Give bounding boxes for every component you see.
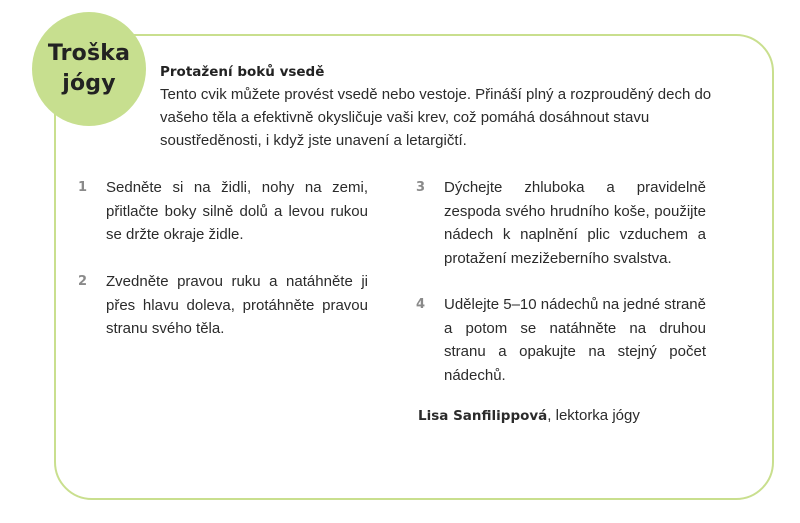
author-signature bbox=[418, 405, 640, 427]
step-number: 2 bbox=[78, 274, 88, 289]
step-text: Dýchejte zhluboka a pravidelně zespoda svého hrudního koše, použijte nádech k naplnění plic vzduchem a protažení mezižeberního svalstva. bbox=[444, 179, 706, 267]
author-role: , lektorka jógy bbox=[547, 407, 640, 424]
intro-text: Tento cvik můžete provést vsedě nebo vestoje. Přináší plný a rozprouděný dech do vašeho těla a efektivně okysličuje vaši krev, což pomáhá dosáhnout stavu soustředěnosti, i když jste unavení a letargičtí. bbox=[160, 86, 712, 149]
step-1 bbox=[78, 176, 368, 247]
step-number: 3 bbox=[416, 180, 426, 195]
step-number: 4 bbox=[416, 297, 426, 312]
exercise-title: Protažení boků vsedě bbox=[160, 64, 325, 80]
step-text: Sedněte si na židli, nohy na zemi, přitlačte boky silně dolů a levou rukou se držte okraje židle. bbox=[106, 179, 368, 243]
author-name: Lisa Sanfilippová bbox=[418, 408, 548, 424]
step-text: Zvedněte pravou ruku a natáhněte ji přes hlavu doleva, protáhněte pravou stranu svého těla. bbox=[106, 273, 368, 337]
intro bbox=[160, 62, 740, 152]
step-2 bbox=[78, 270, 368, 341]
step-3 bbox=[416, 176, 706, 270]
badge-line-2: jógy bbox=[62, 71, 116, 96]
step-text: Udělejte 5–10 nádechů na jedné straně a potom se natáhněte na druhou stranu a opakujte na stejný počet nádechů. bbox=[444, 296, 706, 384]
step-4 bbox=[416, 293, 706, 387]
section-badge bbox=[32, 12, 146, 126]
step-number: 1 bbox=[78, 180, 88, 195]
badge-line-1: Troška bbox=[47, 41, 131, 66]
